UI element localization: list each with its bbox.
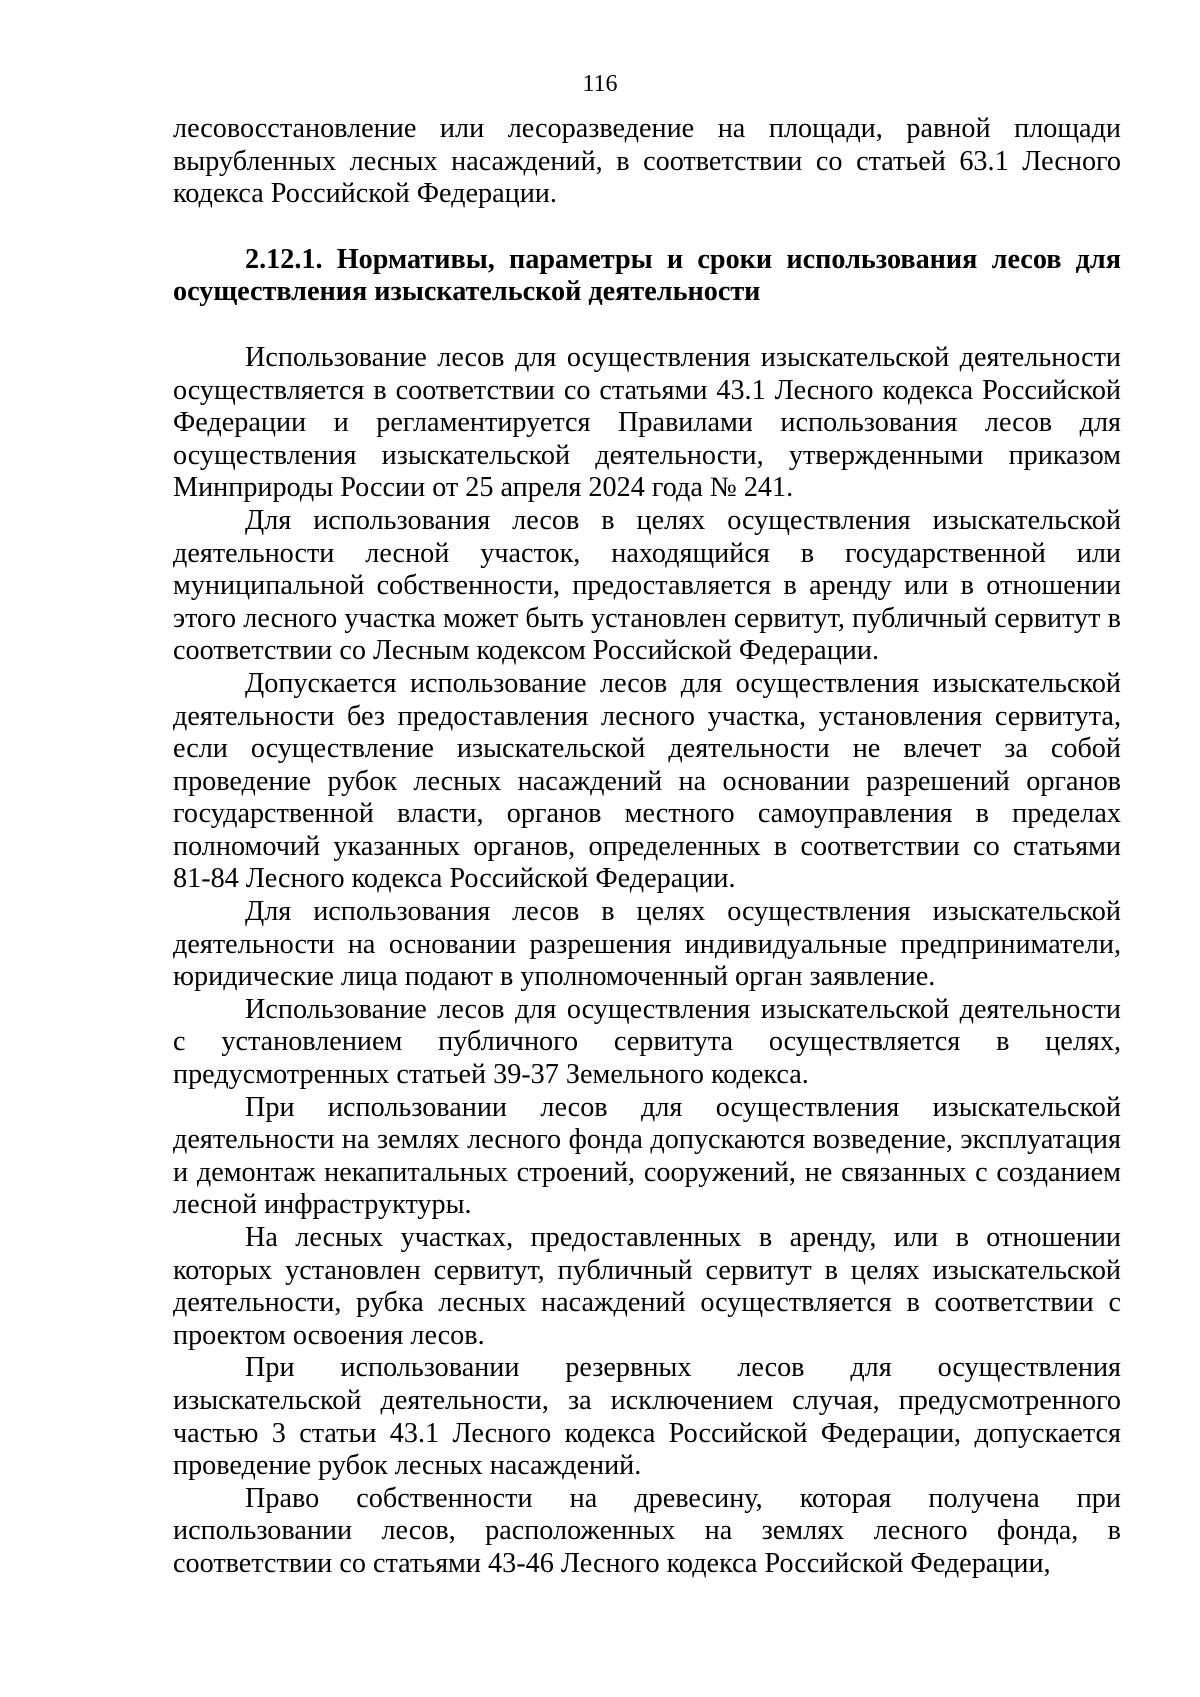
paragraph-4: Для использования лесов в целях осуществления изыскательской деятельности на основании разрешения индивидуальные предприниматели, юридические лица подают в уполномоченный орган заявление. xyxy=(173,896,1121,993)
paragraph-5: Использование лесов для осуществления изыскательской деятельности с установлением публичного сервитута осуществляется в целях, предусмотренных статьей 39-37 Земельного кодекса. xyxy=(173,993,1121,1091)
paragraph-9: Право собственности на древесину, которая получена при использовании лесов, расположенных на землях лесного фонда, в соответствии со статьями 43-46 Лесного кодекса Российской Федерации, xyxy=(173,1482,1121,1579)
paragraph-6: При использовании лесов для осуществления изыскательской деятельности на землях лесного фонда допускаются возведение, эксплуатация и демонтаж некапитальных строений, сооружений, не связанных с созданием лесной инфраструктуры. xyxy=(173,1091,1121,1221)
page-number: 116 xyxy=(582,71,618,97)
section-heading: 2.12.1. Нормативы, параметры и сроки использования лесов для осуществления изыскательской деятельности xyxy=(173,243,1121,308)
paragraph-2: Для использования лесов в целях осуществления изыскательской деятельности лесной участок, находящийся в государственной или муниципальной собственности, предоставляется в аренду или в отношении этого лесного участка может быть установлен сервитут, публичный сервитут в соответствии со Лесным кодексом Российской Федерации. xyxy=(173,504,1121,667)
paragraph-3: Допускается использование лесов для осуществления изыскательской деятельности без предоставления лесного участка, установления сервитута, если осуществление изыскательской деятельности не влечет за собой проведение рубок лесных насаждений на основании разрешений органов государственной власти, органов местного самоуправления в пределах полномочий указанных органов, определенных в соответствии со статьями 81-84 Лесного кодекса Российской Федерации. xyxy=(173,667,1121,895)
paragraph-8: При использовании резервных лесов для осуществления изыскательской деятельности, за исключением случая, предусмотренного частью 3 статьи 43.1 Лесного кодекса Российской Федерации, допускается проведение рубок лесных насаждений. xyxy=(173,1352,1121,1482)
page-content xyxy=(173,113,1121,1581)
paragraph-7: На лесных участках, предоставленных в аренду, или в отношении которых установлен сервитут, публичный сервитут в целях изыскательской деятельности, рубка лесных насаждений осуществляется в соответствии с проектом освоения лесов. xyxy=(173,1222,1121,1351)
paragraph-1: Использование лесов для осуществления изыскательской деятельности осуществляется в соответствии со статьями 43.1 Лесного кодекса Российской Федерации и регламентируется Правилами использования лесов для осуществления изыскательской деятельности, утвержденными приказом Минприроды России от 25 апреля 2024 года № 241. xyxy=(173,341,1121,504)
intro-paragraph: лесовосстановление или лесоразведение на площади, равной площади вырубленных лесных насаждений, в соответствии со статьей 63.1 Лесного кодекса Российской Федерации. xyxy=(173,113,1121,210)
